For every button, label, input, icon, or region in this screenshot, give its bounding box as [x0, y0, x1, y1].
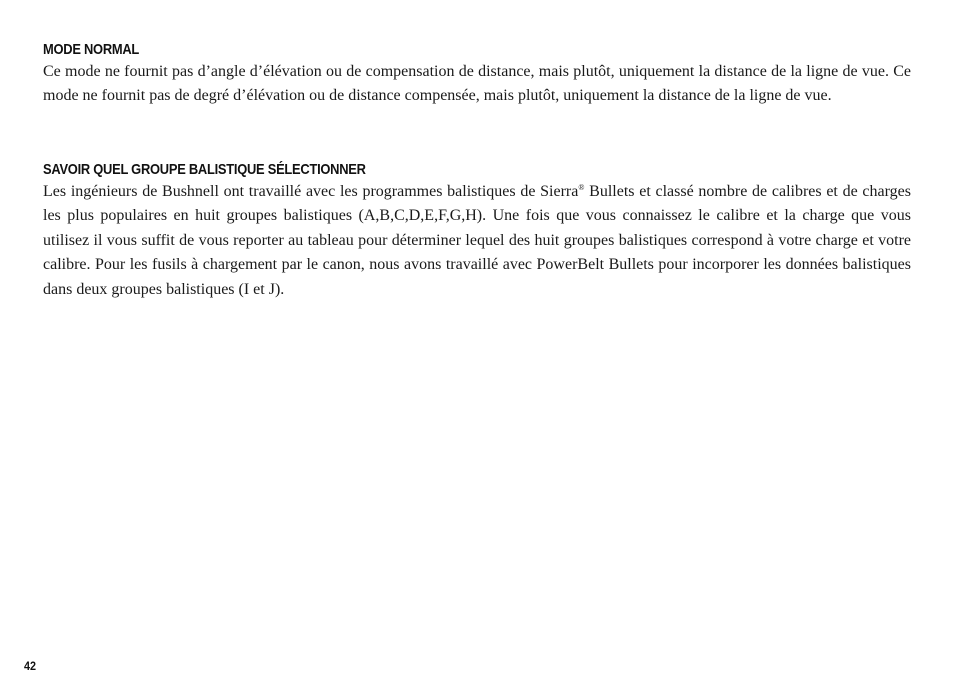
registered-mark: ®: [578, 183, 585, 192]
section-heading-mode-normal: MODE NORMAL: [43, 41, 140, 58]
section-heading-groupe-balistique: SAVOIR QUEL GROUPE BALISTIQUE SÉLECTIONNER: [43, 161, 366, 178]
paragraph-groupe-balistique: [43, 180, 911, 302]
paragraph-text-part-1: Les ingénieurs de Bushnell ont travaillé avec les programmes balistiques de Sierra: [43, 183, 579, 200]
paragraph-text-part-2: Bullets et classé nombre de calibres et de charges les plus populaires en huit groupes balistiques (A,B,C,D,E,F,G,H). Une fois que vous connaissez le calibre et la charge que vous utilisez il vous suffit de vous reporter au tableau pour déterminer lequel des huit groupes balistiques correspond à votre charge et votre calibre. Pour les fusils à chargement par le canon, nous avons travaillé avec PowerBelt Bullets pour incorporer les données balistiques dans deux groupes balistiques (I et J).: [43, 183, 912, 298]
page-number: 42: [24, 659, 37, 673]
section-groupe-balistique: [43, 160, 911, 302]
paragraph-mode-normal: Ce mode ne fournit pas d’angle d’élévation ou de compensation de distance, mais plutôt, uniquement la distance de la ligne de vue. Ce mode ne fournit pas de degré d’élévation ou de distance compensée, mais plutôt, uniquement la distance de la ligne de vue.: [43, 63, 911, 105]
section-mode-normal: [43, 40, 911, 109]
